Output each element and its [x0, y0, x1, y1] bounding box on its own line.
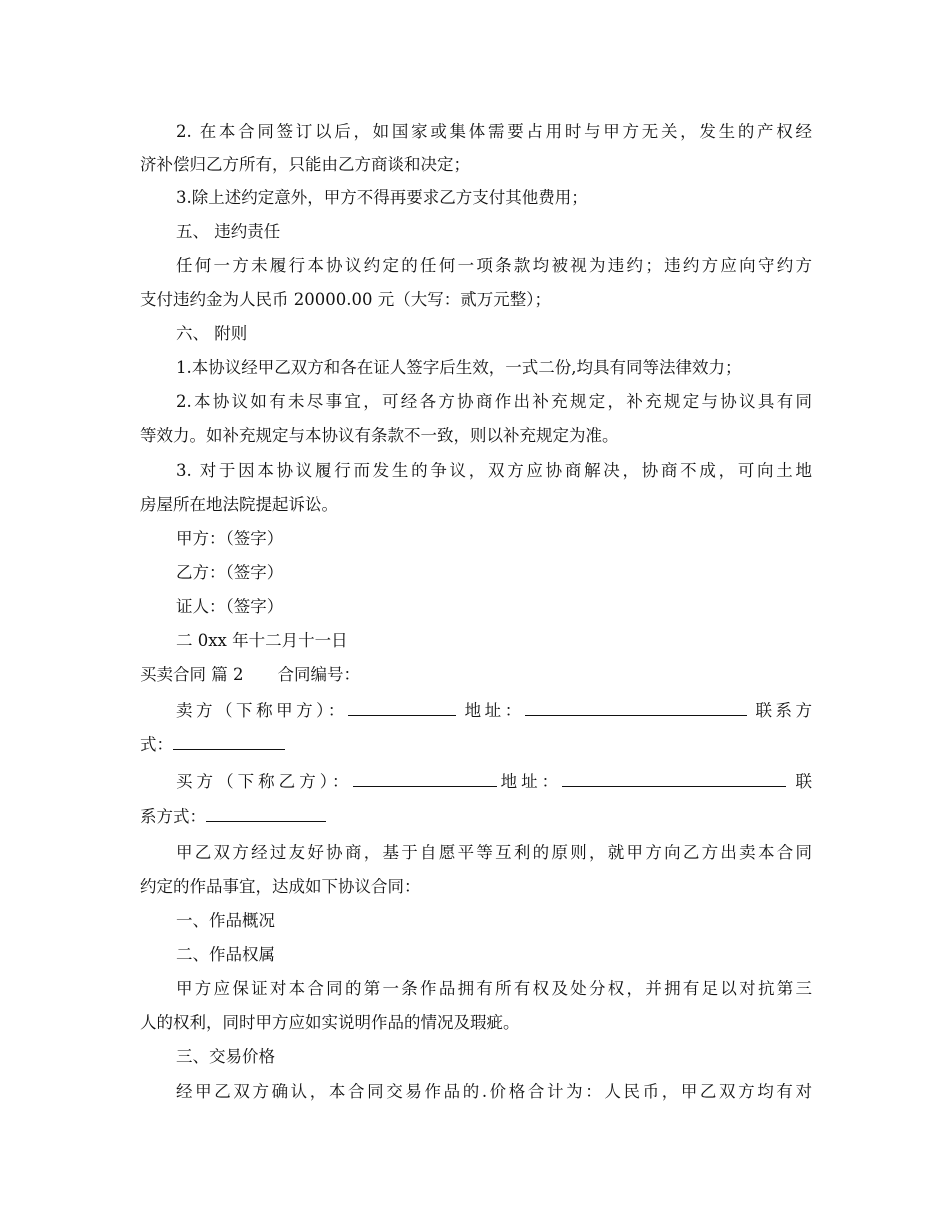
breach-line-1: 任何一方未履行本协议约定的任何一项条款均被视为违约；违约方应向守约方	[176, 256, 812, 275]
section-1-heading: 一、作品概况	[176, 911, 275, 930]
contract-number-label: 合同编号：	[277, 665, 360, 684]
seller-label: 卖方（下称甲方）：	[176, 701, 348, 720]
section-5-heading: 五、 违约责任	[176, 222, 281, 241]
appendix-clause-2-line-2: 等效力。如补充规定与本协议有条款不一致，则以补充规定为准。	[140, 426, 619, 445]
buyer-name-blank	[353, 771, 497, 787]
signature-party-a: 甲方：（签字）	[176, 529, 284, 548]
buyer-address-label: 地址：	[496, 772, 563, 791]
appendix-clause-3-line-1: 3. 对于因本协议履行而发生的争议，双方应协商解决，协商不成，可向土地	[176, 461, 812, 480]
ownership-line-2: 人的权利，同时甲方应如实说明作品的情况及瑕疵。	[140, 1013, 520, 1032]
clause-2-line-2: 济补偿归乙方所有，只能由乙方商谈和决定；	[140, 155, 470, 174]
contract-header	[140, 665, 360, 685]
clause-2-line-1: 2. 在本合同签订以后，如国家或集体需要占用时与甲方无关，发生的产权经	[176, 122, 812, 141]
buyer-contact-label: 联	[795, 772, 813, 791]
buyer-contact-line	[140, 806, 326, 827]
seller-name-blank	[348, 700, 456, 716]
signature-witness: 证人：（签字）	[176, 597, 284, 616]
ownership-line-1: 甲方应保证对本合同的第一条作品拥有所有权及处分权，并拥有足以对抗第三	[176, 979, 812, 998]
appendix-clause-2-line-1: 2.本协议如有未尽事宜，可经各方协商作出补充规定，补充规定与协议具有同	[176, 392, 812, 411]
appendix-clause-1: 1.本协议经甲乙双方和各在证人签字后生效，一式二份,均具有同等法律效力；	[176, 358, 742, 377]
intro-line-2: 约定的作品事宜，达成如下协议合同：	[140, 877, 421, 896]
buyer-contact-blank	[206, 806, 326, 822]
seller-line	[176, 700, 812, 721]
appendix-clause-3-line-2: 房屋所在地法院提起诉讼。	[140, 495, 338, 514]
buyer-label: 买方（下称乙方）：	[176, 772, 353, 791]
seller-contact-blank	[173, 734, 285, 750]
seller-address-label: 地址：	[464, 701, 525, 720]
seller-contact-line	[140, 734, 285, 755]
section-2-heading: 二、作品权属	[176, 945, 275, 964]
signature-party-b: 乙方：（签字）	[176, 563, 284, 582]
price-line-1: 经甲乙双方确认，本合同交易作品的.价格合计为：人民币，甲乙双方均有对	[176, 1082, 812, 1101]
section-6-heading: 六、 附则	[176, 324, 248, 343]
intro-line-1: 甲乙双方经过友好协商，基于自愿平等互利的原则，就甲方向乙方出卖本合同	[176, 843, 812, 862]
section-3-heading: 三、交易价格	[176, 1047, 275, 1066]
clause-3: 3.除上述约定意外，甲方不得再要求乙方支付其他费用；	[176, 188, 588, 207]
buyer-address-blank	[562, 771, 786, 787]
buyer-line	[176, 771, 812, 792]
seller-address-blank	[525, 700, 747, 716]
breach-line-2: 支付违约金为人民币 20000.00 元（大写：贰万元整）；	[140, 290, 551, 309]
seller-contact-label: 联系方	[755, 701, 812, 720]
buyer-contact-label-cont: 系方式：	[140, 807, 206, 826]
seller-contact-label-cont: 式：	[140, 735, 173, 754]
contract-title: 买卖合同 篇 2	[140, 665, 244, 684]
sign-date: 二 0xx 年十二月十一日	[176, 631, 348, 650]
